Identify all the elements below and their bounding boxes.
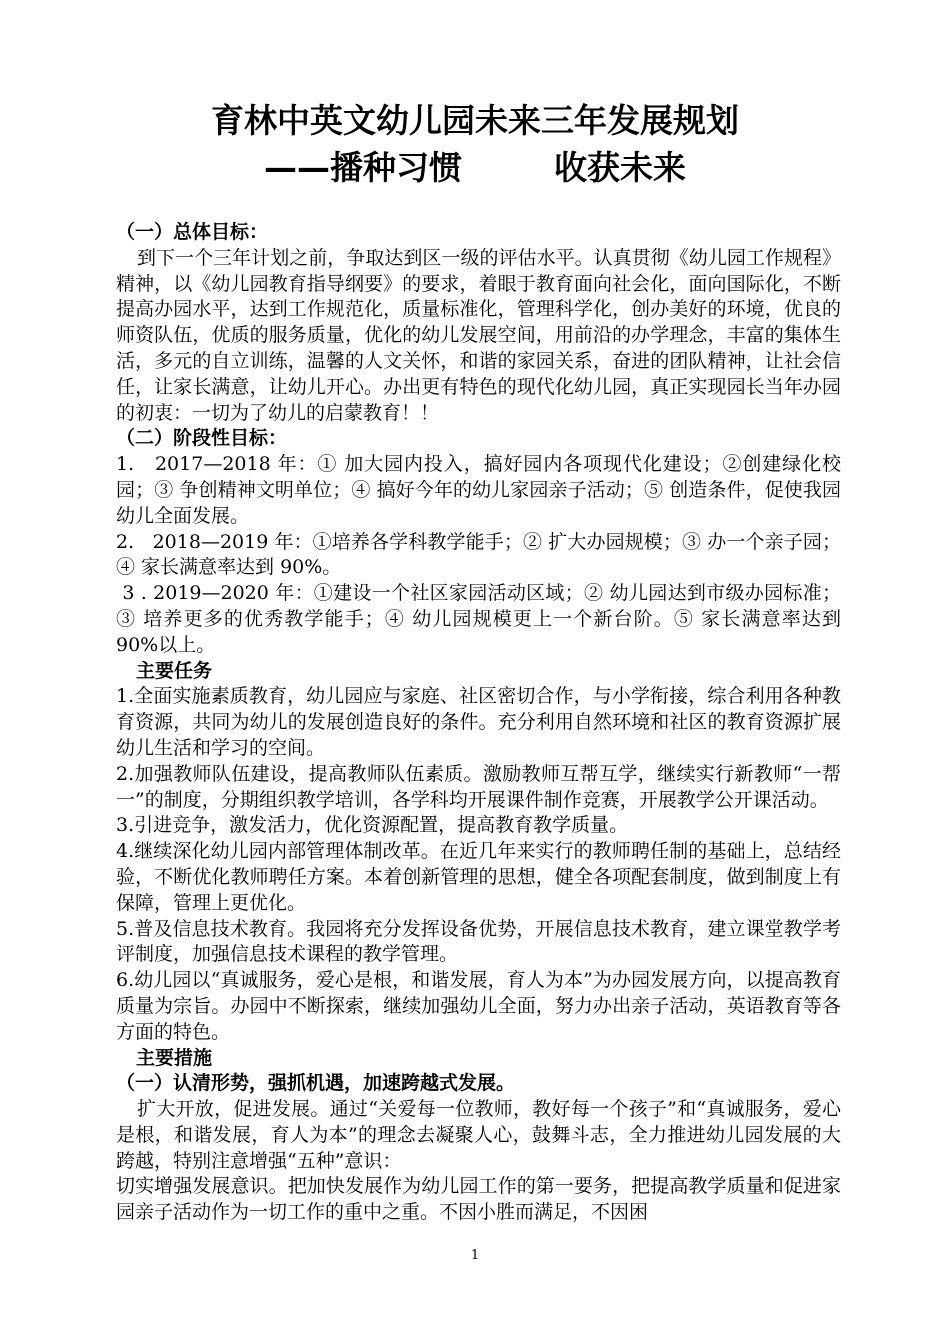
section-heading: （一）认清形势，强抓机遇，加速跨越式发展。: [116, 1072, 516, 1095]
list-item: 1.全面实施素质教育，幼儿园应与家庭、社区密切合作，与小学衔接，综合利用各种教育资源，共同为幼儿的发展创造良好的条件。充分利用自然环境和社区的教育资源扩展幼儿生活和学习的空间。: [116, 685, 841, 759]
paragraph: 切实增强发展意识。把加快发展作为幼儿园工作的第一要务，把提高教学质量和促进家园亲子活动作为一切工作的重中之重。不因小胜而满足，不因困: [116, 1175, 841, 1224]
list-item: 4.继续深化幼儿园内部管理体制改革。在近几年来实行的教师聘任制的基础上，总结经验，不断优化教师聘任方案。本着创新管理的思想，健全各项配套制度，做到制度上有保障，管理上更优化。: [116, 840, 841, 914]
paragraph: 到下一个三年计划之前，争取达到区一级的评估水平。认真贯彻《幼儿园工作规程》精神，以《幼儿园教育指导纲要》的要求，着眼于教育面向社会化，面向国际化，不断提高办园水平，达到工作规范化，质量标准化，管理科学化，创办美好的环境，优良的师资队伍，优质的服务质量，优化的幼儿发展空间，用前沿的办学理念，丰富的集体生活，多元的自立训练，温馨的人文关怀，和谐的家园关系，奋进的团队精神，让社会信任，让家长满意，让幼儿开心。办出更有特色的现代化幼儿园，真正实现园长当年办园的初衷：一切为了幼儿的启蒙教育！！: [116, 246, 841, 424]
doc-subtitle: ——播种习惯 收获未来: [264, 148, 686, 187]
list-item: 2. 2018—2019 年：①培养各学科教学能手；② 扩大办园规模；③ 办一个亲子园；④ 家长满意率达到 90%。: [116, 530, 841, 579]
paragraph: 扩大开放，促进发展。通过“关爱每一位教师，教好每一个孩子”和“真诚服务，爱心是根，和谐发展，育人为本”的理念去凝聚人心，鼓舞斗志，全力推进幼儿园发展的大跨越，特别注意增强“五种”意识：: [116, 1098, 841, 1172]
section-heading: 主要任务: [136, 659, 213, 682]
list-item: 2.加强教师队伍建设，提高教师队伍素质。激励教师互帮互学，继续实行新教师“一帮一”的制度，分期组织教学培训，各学科均开展课件制作竞赛，开展教学公开课活动。: [116, 762, 841, 811]
list-item: 5.普及信息技术教育。我园将充分发挥设备优势，开展信息技术教育，建立课堂教学考评制度，加强信息技术课程的教学管理。: [116, 917, 841, 966]
section-heading: 主要措施: [136, 1046, 213, 1069]
doc-title: 育林中英文幼儿园未来三年发展规划: [211, 101, 739, 140]
doc-body: [116, 220, 848, 1226]
list-item: 1. 2017—2018 年：① 加大园内投入，搞好园内各项现代化建设；②创建绿化校园；③ 争创精神文明单位；④ 搞好今年的幼儿家园亲子活动；⑤ 创造条件，促使我园幼儿全面发展。: [116, 453, 841, 527]
list-item: 3 . 2019—2020 年：①建设一个社区家园活动区域；② 幼儿园达到市级办园标准；③ 培养更多的优秀教学能手；④ 幼儿园规模更上一个新台阶。⑤ 家长满意率达到 90%以上。: [116, 582, 848, 656]
page-number: 1: [470, 1248, 480, 1263]
section-heading: （一）总体目标：: [116, 221, 269, 243]
section-heading: （二）阶段性目标：: [116, 427, 288, 450]
list-item: 3.引进竞争，激发活力，优化资源配置，提高教育教学质量。: [116, 814, 629, 837]
list-item: 6.幼儿园以“真诚服务，爱心是根，和谐发展，育人为本”为办园发展方向，以提高教育质量为宗旨。办园中不断探索，继续加强幼儿全面，努力办出亲子活动，英语教育等各方面的特色。: [116, 969, 841, 1043]
